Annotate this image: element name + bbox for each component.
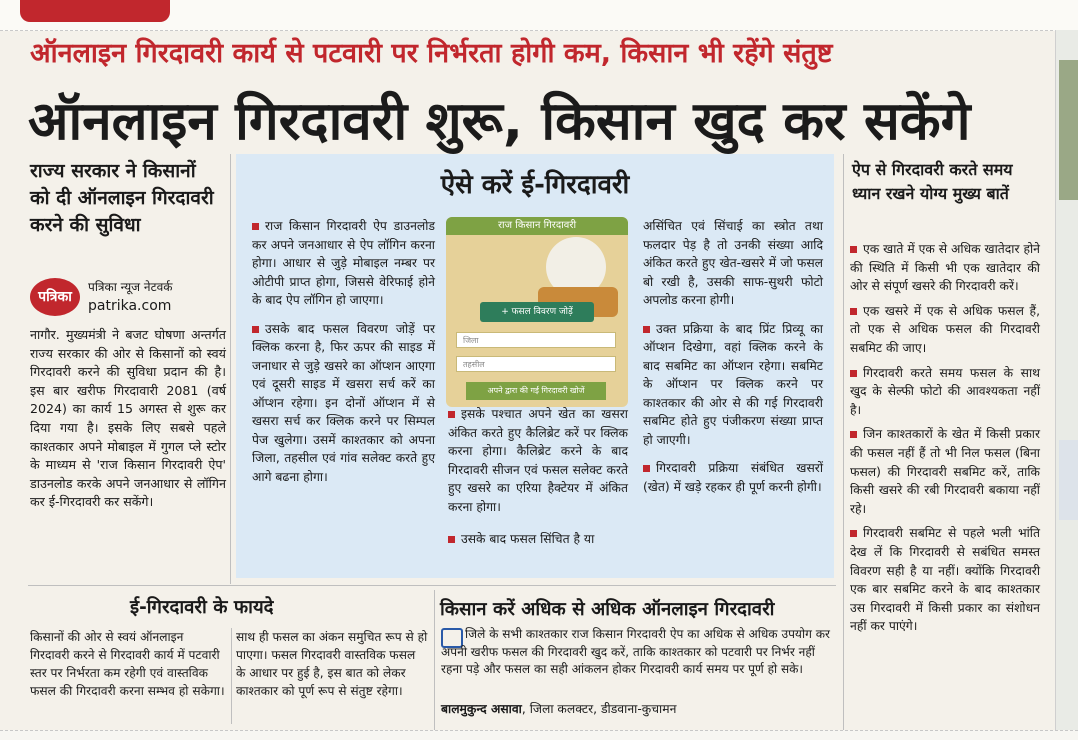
how-to-column-2 <box>448 405 628 549</box>
column-divider <box>230 154 231 584</box>
how-to-column-1 <box>252 217 435 486</box>
tip-item: गिरदावरी करते समय फसल के साथ खुद के सेल्फी फोटो की आवश्यकता नहीं है। <box>850 364 1040 420</box>
search-girdawari-button[interactable]: अपने द्वारा की गई गिरदावरी खोजें <box>466 382 606 400</box>
tips-title: ऐप से गिरदावरी करते समय ध्यान रखने योग्य मुख्य बातें <box>852 160 1013 203</box>
how-to-title: ऐसे करें ई-गिरदावरी <box>440 170 630 200</box>
tip-item: गिरदावरी सबमिट से पहले भली भांति देख लें कि गिरदावरी से सबंधित समस्त विवरण सही है या नहीं। क्योंकि गिरदावरी एक बार सबमिट करने के बाद काश्तकार उस गिरदावरी में किसी प्रकार का संशोधन नहीं कर पाएंगे। <box>850 524 1040 636</box>
adjacent-chart <box>1059 440 1078 520</box>
step-text: असिंचित एवं सिंचाई का स्त्रोत तथा फलदार पेड़ है तो उनकी संख्या आदि अंकित करते हुए खेत-खसरे में जो फसल बो रखी है, उसकी साफ-सुथरी फोटो अपलोड करना होगी। <box>643 219 823 307</box>
step-text: उक्त प्रक्रिया के बाद प्रिंट प्रिव्यू का ऑप्शन दिखेगा, वहां क्लिक करने के बाद सबमिट का ऑप्शन रहेगा। सबमिट के ऑप्शन पर क्लिक करने पर काश्तकार की ओर से की गई गिरदावरी सबमिट होते हुए पंजीकरण संख्या प्राप्त हो जाएगी। <box>643 320 823 450</box>
appeal-body: जिले के सभी काश्तकार राज किसान गिरदावरी ऐप का अधिक से अधिक उपयोग कर अपनी खरीफ फसल की गिरदावरी खुद करें, ताकि काश्तकार को पटवारी पर निर्भर नहीं रहना पड़े और फसल का सही आंकलन होकर गिरदावरी कार्य समय पर पूर्ण हो सके। <box>441 627 830 677</box>
left-subheadline: राज्य सरकार ने किसानों को दी ऑनलाइन गिरदावरी करने की सुविधा <box>30 160 214 236</box>
tehsil-field[interactable]: तहसील <box>456 356 616 372</box>
column-divider <box>231 628 232 724</box>
app-screenshot <box>446 217 628 407</box>
district-field[interactable]: जिला <box>456 332 616 348</box>
tips-list <box>850 240 1040 642</box>
news-website[interactable]: patrika.com <box>88 298 172 314</box>
step-text: राज किसान गिरदावरी ऐप डाउनलोड कर अपने जनआधार से ऐप लॉगिन करना होगा। आधार से जुड़े मोबाइल नम्बर पर ओटीपी प्राप्त होगा, जिससे वेरिफाई होने के बाद ऐप लॉगिन हो जाएगा। <box>252 217 435 310</box>
column-divider <box>434 590 435 730</box>
column-divider <box>843 154 844 734</box>
news-source: पत्रिका न्यूज नेटवर्क <box>88 280 173 294</box>
appeal-title: किसान करें अधिक से अधिक ऑनलाइन गिरदावरी <box>440 599 775 620</box>
add-crop-button[interactable]: + फसल विवरण जोड़ें <box>480 302 594 322</box>
article-body: नागौर. मुख्यमंत्री ने बजट घोषणा अन्तर्गत राज्य सरकार की ओर से किसानों को स्वयं गिरदावरी करने की सुविधा प्रदान की है। इस बार खरीफ गिरदावारी 2081 (वर्ष 2024) का कार्य 15 अगस्त से शुरू कर दिया गया है। इसके लिए सबसे पहले काश्तकार अपने मोबाइल में गुगल प्ले स्टोर के माध्यम से 'राज किसान गिरदावरी ऐप' डाउनलोड करके अपने जनआधार से लॉगिन कर ई-गिरदावरी कर सकेंगे। <box>30 327 226 510</box>
benefits-title: ई-गिरदावरी के फायदे <box>130 597 274 618</box>
step-text: इसके पश्चात अपने खेत का खसरा अंकित करते हुए कैलिब्रेट करें पर क्लिक करना होगा। कैलिब्रेट करने के बाद गिरदावरी सीजन एवं फसल सलेक्ट करते हुए खसरे का एरिया हैक्टेयर में अंकित करना होगा। <box>448 405 628 516</box>
section-divider <box>28 585 836 586</box>
tip-item: जिन काश्तकारों के खेत में किसी प्रकार की फसल नहीं हैं तो भी निल फसल (बिना फसल) की गिरदावरी सबमिट करें, ताकि किसी खसरे की रबी गिरदावरी बकाया नहीं रहे। <box>850 425 1040 518</box>
benefits-text-1: किसानों की ओर से स्वयं ऑनलाइन गिरदावरी करने से गिरदावरी कार्य में पटवारी स्तर पर निर्भरता कम रहेगी एवं वास्तविक फसल की गिरदावरी करना सम्भव हो सकेगा। <box>30 630 225 698</box>
step-text: उसके बाद फसल विवरण जोड़ें पर क्लिक करना है, फिर ऊपर की साइड में जनाधार से जुड़े खसरे का ऑप्शन आएगा एवं दूसरी साइड में खसरा सर्च करें का ऑप्शन रहेगा। इन दोनों ऑप्शन में से खसरा सर्च कर क्लिक करने पर सिम्पल पेज खुलेगा। उसमें काश्तकार को अपना जिला, तहसील एवं गांव सलेक्ट करते हुए आगे बढना होगा। <box>252 320 435 487</box>
page-top-band <box>0 0 1078 31</box>
tip-item: एक खाते में एक से अधिक खातेदार होने की स्थिति में किसी भी एक खातेदार की ओर से संपूर्ण खसरे की गिरदावरी करें। <box>850 240 1040 296</box>
collector-name: बालमुकुन्द असावा <box>441 702 522 716</box>
collector-signature <box>441 700 676 717</box>
app-header: राज किसान गिरदावरी <box>446 217 628 235</box>
step-text: उसके बाद फसल सिंचित है या <box>448 530 628 549</box>
how-to-column-3 <box>643 217 823 496</box>
benefits-text-2: साथ ही फसल का अंकन समुचित रूप से हो पाएगा। फसल गिरदावरी वास्तविक फसल के आधार पर हुई है, इस बात को लेकर काश्तकार को पूर्ण रूप से संतुष्ट रहेगा। <box>236 630 428 698</box>
collector-designation: , जिला कलक्टर, डीडवाना-कुचामन <box>521 702 677 716</box>
masthead-tab <box>20 0 170 22</box>
adjacent-page-strip <box>1055 30 1078 739</box>
main-headline: ऑनलाइन गिरदावरी शुरू, किसान खुद कर सकेंगे <box>28 91 971 152</box>
step-text: गिरदावरी प्रक्रिया संबंधित खसरों (खेत) में खड़े रहकर ही पूर्ण करनी होगी। <box>643 459 823 496</box>
tip-item: एक खसरे में एक से अधिक फसल हैं, तो एक से अधिक फसल की गिरदावरी सबमिट की जाए। <box>850 302 1040 358</box>
kicker-headline: ऑनलाइन गिरदावरी कार्य से पटवारी पर निर्भरता होगी कम, किसान भी रहेंगे संतुष्ट <box>30 38 833 69</box>
adjacent-photo <box>1059 60 1078 200</box>
patrika-logo: पत्रिका <box>30 278 80 316</box>
